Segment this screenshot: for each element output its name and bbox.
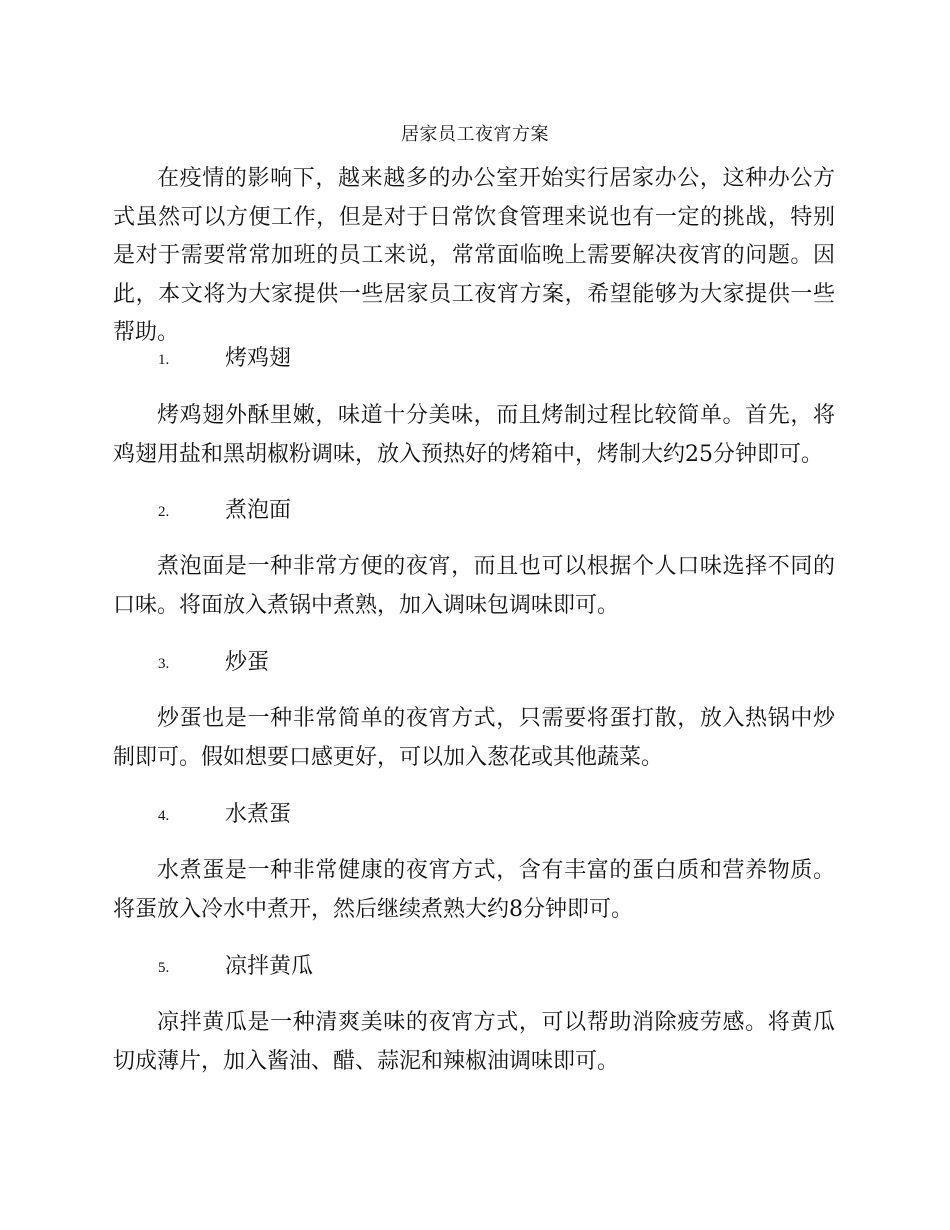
section-body-1: 烤鸡翅外酥里嫩，味道十分美味，而且烤制过程比较简单。首先，将鸡翅用盐和黑胡椒粉调味，放入预热好的烤箱中，烤制大约25分钟即可。 <box>113 403 835 467</box>
section-body-4: 水煮蛋是一种非常健康的夜宵方式，含有丰富的蛋白质和营养物质。将蛋放入冷水中煮开，然后继续煮熟大约8分钟即可。 <box>113 858 835 922</box>
section-number: 5. <box>158 960 170 976</box>
section-body-5: 凉拌黄瓜是一种清爽美味的夜宵方式，可以帮助消除疲劳感。将黄瓜切成薄片，加入酱油、醋、蒜泥和辣椒油调味即可。 <box>113 1010 835 1074</box>
section-body-2: 煮泡面是一种非常方便的夜宵，而且也可以根据个人口味选择不同的口味。将面放入煮锅中煮熟，加入调味包调味即可。 <box>113 554 835 618</box>
document-title: 居家员工夜宵方案 <box>401 124 549 145</box>
section-number: 3. <box>158 656 170 672</box>
section-number: 1. <box>158 352 170 368</box>
section-number: 4. <box>158 808 170 824</box>
section-heading-2 <box>113 496 835 526</box>
section-heading-1 <box>113 344 835 374</box>
section-heading-5 <box>113 952 835 982</box>
section-heading-3 <box>113 648 835 678</box>
section-title: 水煮蛋 <box>225 802 292 827</box>
section-title: 烤鸡翅 <box>225 346 292 371</box>
intro-paragraph: 在疫情的影响下，越来越多的办公室开始实行居家办公，这种办公方式虽然可以方便工作，但是对于日常饮食管理来说也有一定的挑战，特别是对于需要常常加班的员工来说，常常面临晚上需要解决夜宵的问题。因此，本文将为大家提供一些居家员工夜宵方案，希望能够为大家提供一些帮助。 <box>113 166 835 345</box>
section-heading-4 <box>113 800 835 830</box>
section-title: 炒蛋 <box>225 650 270 675</box>
section-number: 2. <box>158 504 170 520</box>
section-title: 凉拌黄瓜 <box>225 954 314 979</box>
section-body-3: 炒蛋也是一种非常简单的夜宵方式，只需要将蛋打散，放入热锅中炒制即可。假如想要口感更好，可以加入葱花或其他蔬菜。 <box>113 706 835 770</box>
section-title: 煮泡面 <box>225 498 292 523</box>
